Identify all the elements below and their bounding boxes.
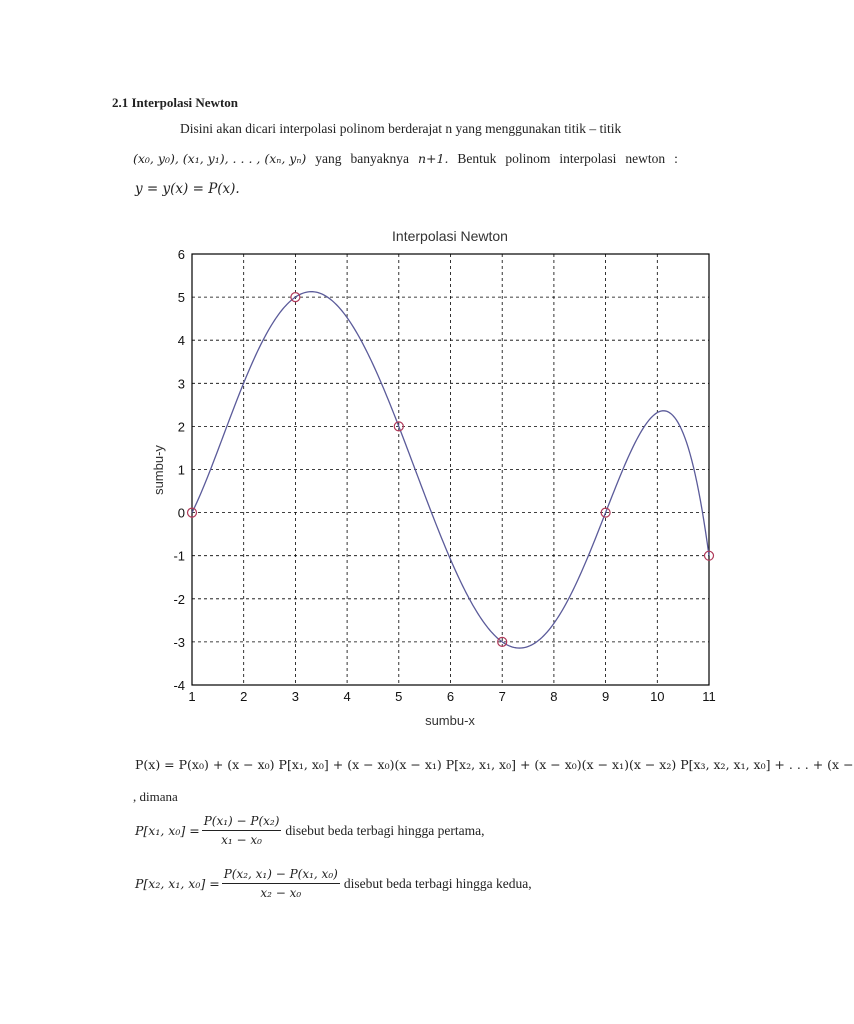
paragraph-line-3: y = y(x) = P(x). xyxy=(135,181,240,197)
paragraph-line-1: Disini akan dicari interpolasi polinom berderajat n yang menggunakan titik – titik xyxy=(180,121,622,136)
n-plus-one: n+1. xyxy=(417,151,449,166)
second-difference-text: disebut beda terbagi hingga kedua, xyxy=(343,875,532,891)
newton-formula: P(x) = P(x₀) + (x − x₀) P[x₁, x₀] + (x − x₀)(x − x₁) P[x₂, x₁, x₀] + (x − x₀)(x − x₁)(x − x₂) P[x₃, x₂, x₁, x₀] + . . . + (x − xyxy=(135,757,854,772)
x-tick-label: 1 xyxy=(188,689,196,704)
second-difference-fraction xyxy=(222,865,340,902)
dimana-text: , dimana xyxy=(133,789,178,804)
first-difference-numerator: P(x₁) − P(x₂) xyxy=(202,812,282,831)
y-tick-label: 3 xyxy=(177,376,185,392)
x-tick-label: 10 xyxy=(650,689,665,704)
y-tick-label: 4 xyxy=(177,333,185,349)
word-yang: yang xyxy=(315,151,342,166)
chart-title: Interpolasi Newton xyxy=(392,228,508,244)
word-bentuk: Bentuk xyxy=(457,151,497,166)
x-tick-label: 8 xyxy=(550,689,558,704)
points-expression: (x₀, y₀), (x₁, y₁), . . . , (xₙ, yₙ) xyxy=(133,151,307,166)
paragraph-line-2 xyxy=(133,151,678,167)
second-difference-denominator: x₂ − x₀ xyxy=(260,886,302,900)
word-interpolasi: interpolasi xyxy=(559,151,617,166)
y-tick-label: -1 xyxy=(173,548,185,564)
word-polinom: polinom xyxy=(505,151,551,166)
y-tick-label: -2 xyxy=(173,591,185,607)
axis-ticks xyxy=(173,247,715,704)
y-tick-label: -3 xyxy=(173,634,185,650)
y-axis-label: sumbu-y xyxy=(151,445,166,495)
second-divided-difference xyxy=(135,865,532,902)
word-banyaknya: banyaknya xyxy=(350,151,409,166)
first-difference-denominator: x₁ − x₀ xyxy=(221,833,262,847)
newton-interpolation-chart xyxy=(140,220,740,735)
y-tick-label: -4 xyxy=(173,678,185,693)
x-tick-label: 11 xyxy=(702,689,716,704)
x-axis-label: sumbu-x xyxy=(425,713,475,728)
x-tick-label: 7 xyxy=(498,689,506,704)
colon: : xyxy=(674,151,678,166)
first-difference-fraction xyxy=(202,812,282,849)
first-difference-text: disebut beda terbagi hingga pertama, xyxy=(285,822,485,838)
section-heading: 2.1 Interpolasi Newton xyxy=(112,95,239,110)
x-tick-label: 2 xyxy=(240,689,248,704)
first-divided-difference xyxy=(135,812,484,849)
y-tick-label: 0 xyxy=(177,505,185,521)
x-tick-label: 9 xyxy=(601,689,610,704)
y-tick-label: 2 xyxy=(177,419,185,435)
x-tick-label: 4 xyxy=(343,689,351,704)
second-difference-numerator: P(x₂, x₁) − P(x₁, x₀) xyxy=(222,865,340,884)
first-difference-lhs: P[x₁, x₀] = xyxy=(135,823,200,838)
y-tick-label: 5 xyxy=(177,290,185,306)
second-difference-lhs: P[x₂, x₁, x₀] = xyxy=(135,876,220,891)
chart-grid xyxy=(192,254,709,685)
word-newton: newton xyxy=(625,151,666,166)
y-tick-label: 6 xyxy=(177,247,185,262)
y-tick-label: 1 xyxy=(177,462,185,478)
x-tick-label: 6 xyxy=(446,689,455,704)
x-tick-label: 5 xyxy=(395,689,403,704)
x-tick-label: 3 xyxy=(291,689,300,704)
